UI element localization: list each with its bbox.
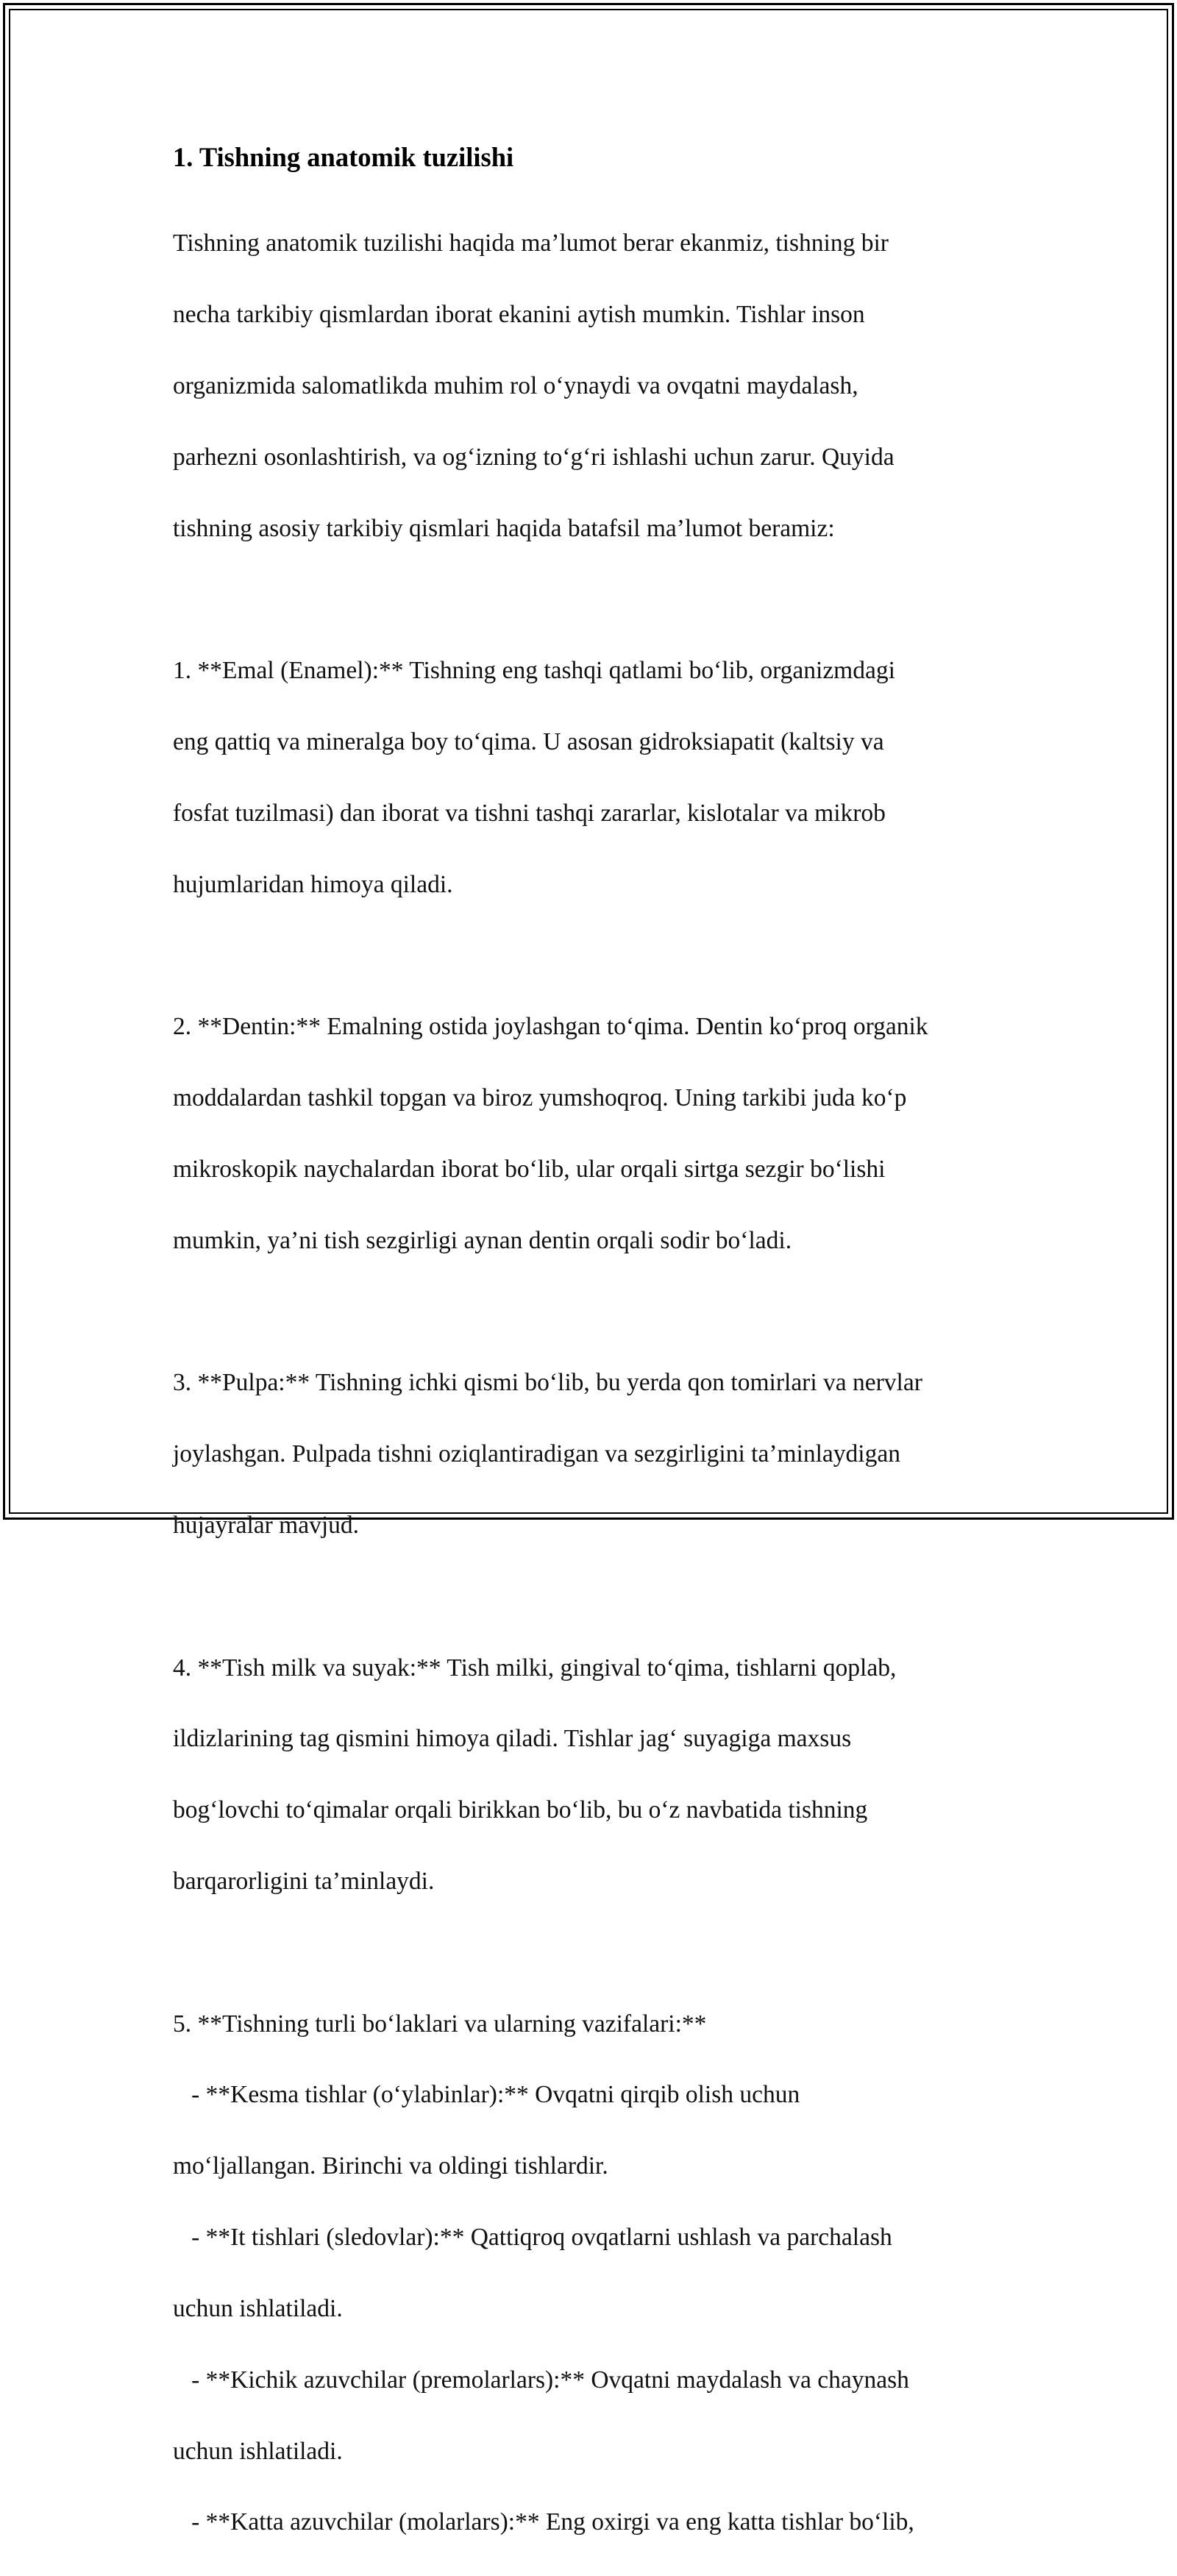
text-line: - **Kichik azuvchilar (premolarlars):** Ovqatni maydalash va chaynash <box>173 2366 909 2394</box>
paragraph-gap <box>173 1935 1026 1971</box>
text-line: fosfat tuzilmasi) dan iborat va tishni tashqi zararlar, kislotalar va mikrob <box>173 799 886 827</box>
text-line: bog‘lovchi to‘qimalar orqali birikkan bo‘lib, bu o‘z navbatida tishning <box>173 1796 868 1824</box>
text-line: hujayralar mavjud. <box>173 1511 360 1539</box>
paragraph-gap <box>173 582 1026 617</box>
list-item-tooth-types <box>173 1971 1026 2576</box>
intro-paragraph <box>173 191 1026 582</box>
text-line: 3. **Pulpa:** Tishning ichki qismi bo‘lib, bu yerda qon tomirlari va nervlar <box>173 1369 922 1397</box>
document-body <box>173 140 1026 2576</box>
text-line: uchun ishlatiladi. <box>173 2437 343 2465</box>
text-line: necha tarkibiy qismlardan iborat ekanini aytish mumkin. Tishlar inson <box>173 301 865 329</box>
text-line: uchun ishlatiladi. <box>173 2294 343 2322</box>
text-line: moddalardan tashkil topgan va biroz yumshoqroq. Uning tarkibi juda ko‘p <box>173 1084 907 1112</box>
text-line: joylashgan. Pulpada tishni oziqlantiradigan va sezgirligini ta’minlaydigan <box>173 1440 900 1468</box>
list-item-gum-bone <box>173 1615 1026 1935</box>
paragraph-gap <box>173 1295 1026 1330</box>
text-line: 2. **Dentin:** Emalning ostida joylashgan to‘qima. Dentin ko‘proq organik <box>173 1013 928 1041</box>
text-line: 4. **Tish milk va suyak:** Tish milki, gingival to‘qima, tishlarni qoplab, <box>173 1654 897 1682</box>
text-line: Tishning anatomik tuzilishi haqida ma’lumot berar ekanmiz, tishning bir <box>173 230 889 257</box>
text-line: tishning asosiy tarkibiy qismlari haqida batafsil ma’lumot beramiz: <box>173 514 835 542</box>
text-line: - **Katta azuvchilar (molarlars):** Eng oxirgi va eng katta tishlar bo‘lib, <box>173 2508 914 2536</box>
text-line: organizmida salomatlikda muhim rol o‘ynaydi va ovqatni maydalash, <box>173 372 858 400</box>
text-line: mikroskopik naychalardan iborat bo‘lib, ular orqali sirtga sezgir bo‘lishi <box>173 1155 886 1183</box>
paragraph-gap <box>173 1579 1026 1615</box>
text-line: barqarorligini ta’minlaydi. <box>173 1868 435 1896</box>
text-line: mo‘ljallangan. Birinchi va oldingi tishlardir. <box>173 2152 608 2180</box>
text-line: eng qattiq va mineralga boy to‘qima. U asosan gidroksiapatit (kaltsiy va <box>173 728 884 756</box>
text-line: parhezni osonlashtirish, va og‘izning to‘g‘ri ishlashi uchun zarur. Quyida <box>173 443 895 471</box>
list-item-enamel <box>173 618 1026 939</box>
list-item-dentin <box>173 974 1026 1295</box>
text-line: ildizlarining tag qismini himoya qiladi. Tishlar jag‘ suyagiga maxsus <box>173 1725 852 1753</box>
paragraph-gap <box>173 939 1026 974</box>
section-heading: 1. Tishning anatomik tuzilishi <box>173 142 514 172</box>
text-line: mumkin, ya’ni tish sezgirligi aynan dentin orqali sodir bo‘ladi. <box>173 1226 792 1254</box>
text-line: hujumlaridan himoya qiladi. <box>173 870 453 898</box>
text-line: 1. **Emal (Enamel):** Tishning eng tashqi qatlami bo‘lib, organizmdagi <box>173 657 895 685</box>
text-line: - **Kesma tishlar (o‘ylabinlar):** Ovqatni qirqib olish uchun <box>173 2081 800 2109</box>
text-line: 5. **Tishning turli bo‘laklari va ularning vazifalari:** <box>173 2010 707 2038</box>
list-item-pulpa <box>173 1330 1026 1579</box>
text-line: - **It tishlari (sledovlar):** Qattiqroq ovqatlarni ushlash va parchalash <box>173 2224 892 2252</box>
